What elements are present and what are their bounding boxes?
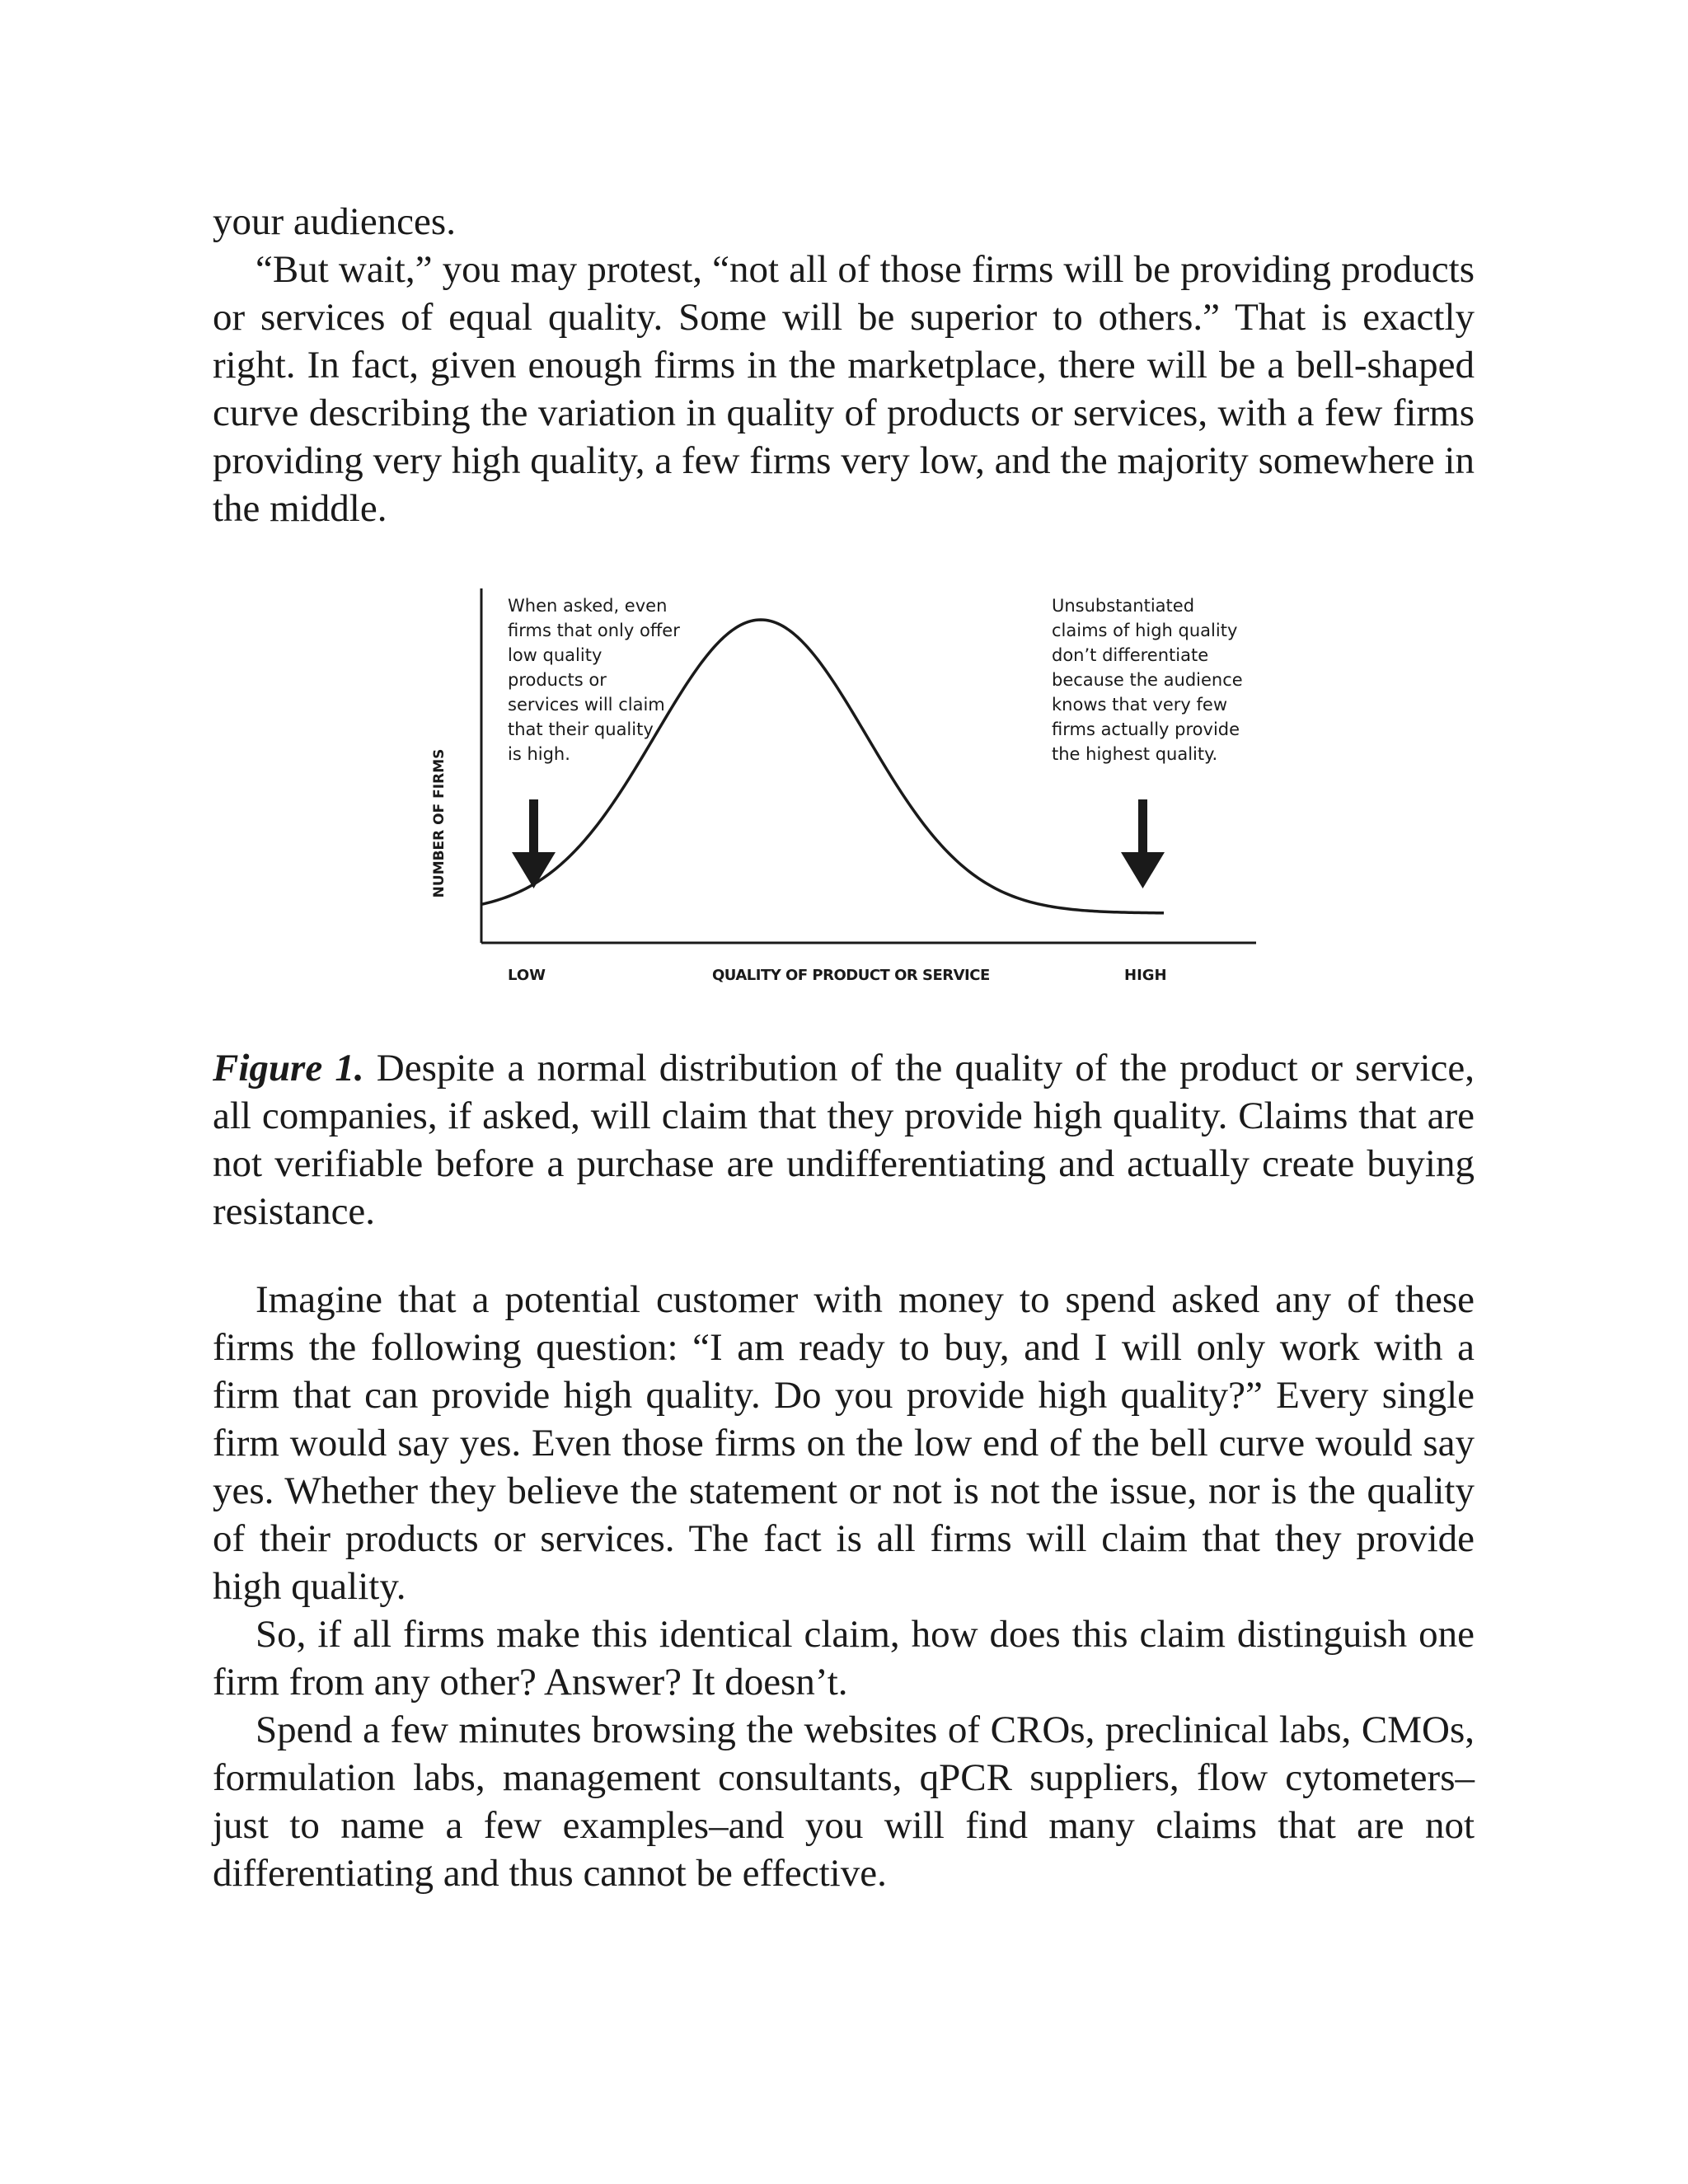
- figure-label: Figure 1.: [213, 1047, 364, 1090]
- paragraph-imagine: Imagine that a potential customer with money to spend asked any of these firms the following question: “I am ready to buy, and I will only work with a firm that can provide high quality. Do you provide high quality?” Every single firm would say yes. Even those firms on the low end of the bell curve would say yes. Whether they believe the statement or not is not the issue, nor is the quality of their products or services. The fact is all firms will claim that they provide high quality.: [213, 1278, 1475, 1608]
- bottom-text: [213, 1276, 1475, 1897]
- left-annotation: [508, 596, 686, 764]
- right-annotation-line: claims of high quality: [1052, 621, 1238, 640]
- x-low-label: LOW: [508, 967, 546, 984]
- right-annotation-line: because the audience: [1052, 670, 1243, 690]
- left-annotation-line: that their quality: [508, 719, 654, 739]
- left-annotation-line: When asked, even: [508, 596, 668, 616]
- right-down-arrow: [1121, 799, 1165, 888]
- left-annotation-line: firms that only offer: [508, 621, 680, 640]
- x-high-label: HIGH: [1124, 967, 1167, 984]
- left-annotation-line: products or: [508, 670, 607, 690]
- paragraph-so: So, if all firms make this identical claim, how does this claim distinguish one firm from any other? Answer? It doesn’t.: [213, 1613, 1475, 1704]
- right-annotation: [1052, 596, 1248, 764]
- x-axis-label: QUALITY OF PRODUCT OR SERVICE: [712, 967, 990, 984]
- right-annotation-line: Unsubstantiated: [1052, 596, 1195, 616]
- right-annotation-line: the highest quality.: [1052, 744, 1218, 764]
- caption-text: Despite a normal distribution of the quality of the product or service, all companies, if asked, will claim that they provide high quality. Claims that are not verifiable before a purchase are undifferentiating and actually create buying resistance.: [213, 1047, 1475, 1233]
- left-annotation-line: low quality: [508, 645, 603, 665]
- paragraph-spend: Spend a few minutes browsing the websites of CROs, preclinical labs, CMOs, formulation labs, management consultants, qPCR suppliers, flow cytometers–just to name a few examples–and you will find many claims that are not differentiating and thus cannot be effective.: [213, 1708, 1475, 1895]
- paragraph-bell-curve: “But wait,” you may protest, “not all of those firms will be providing products or services of equal quality. Some will be superior to others.” That is exactly right. In fact, given enough firms in the marketplace, there will be a bell-shaped curve describing the variation in quality of products or services, with a few firms providing very high quality, a few firms very low, and the majority somewhere in the middle.: [213, 248, 1475, 530]
- right-annotation-line: don’t differentiate: [1052, 645, 1209, 665]
- figure-caption: [213, 1044, 1475, 1235]
- bell-curve-figure: [410, 580, 1284, 1005]
- left-annotation-line: services will claim: [508, 695, 665, 715]
- right-annotation-line: knows that very few: [1052, 695, 1228, 715]
- y-axis-label: NUMBER OF FIRMS: [431, 748, 448, 898]
- left-annotation-line: is high.: [508, 744, 570, 764]
- paragraph-continuation: your audiences.: [213, 200, 456, 243]
- bell-curve-chart: [410, 580, 1284, 1005]
- right-annotation-line: firms actually provide: [1052, 719, 1240, 739]
- top-text: [213, 198, 1475, 532]
